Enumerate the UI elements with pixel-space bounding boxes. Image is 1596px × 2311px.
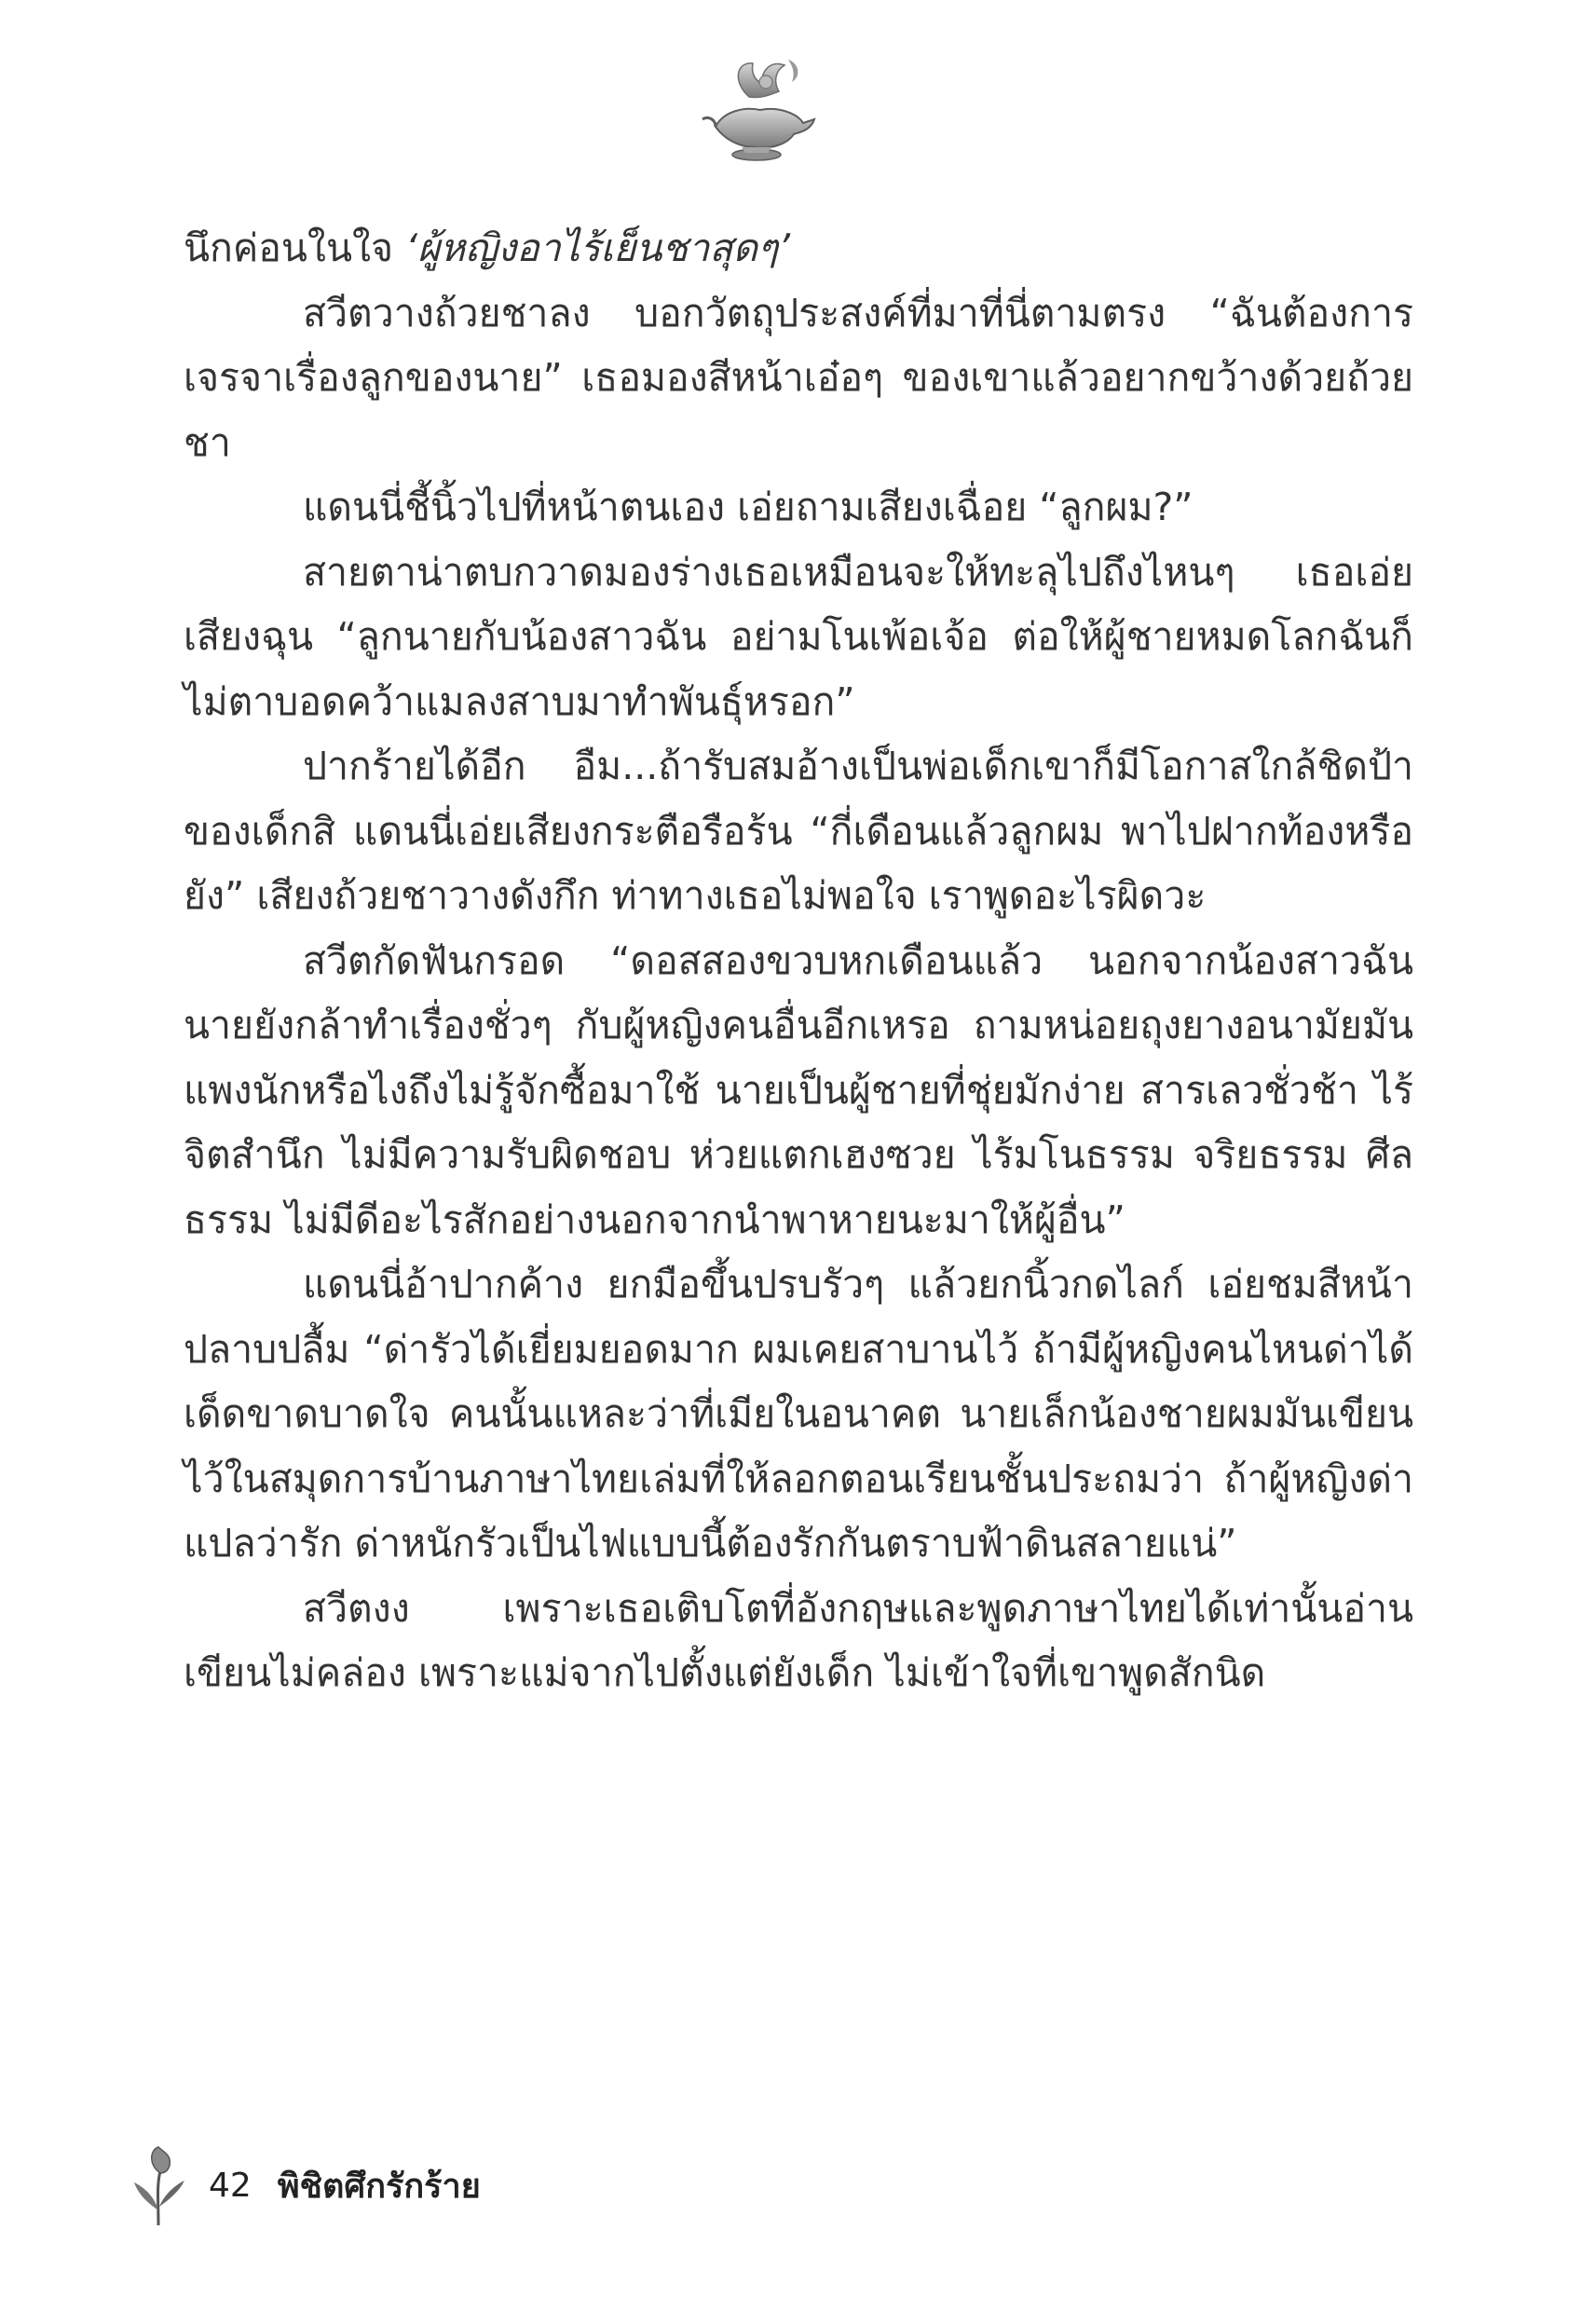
page-number: 42 (209, 2166, 252, 2205)
page-footer (130, 2143, 481, 2227)
cherub-lamp-ornament-icon (695, 54, 820, 166)
body-text (184, 216, 1413, 1706)
lead-paragraph (184, 216, 1413, 281)
lead-text: นึกค่อนในใจ (184, 226, 406, 270)
paragraph: สวีตกัดฟันกรอด “ดอสสองขวบหกเดือนแล้ว นอกจากน้องสาวฉัน นายยังกล้าทำเรื่องชั่วๆ กับผู้หญิงคนอื่นอีกเหรอ ถามหน่อยถุงยางอนามัยมันแพงนักหรือไงถึงไม่รู้จักซื้อมาใช้ นายเป็นผู้ชายที่ชุ่ยมักง่าย สารเลวชั่วช้า ไร้จิตสำนึก ไม่มีความรับผิดชอบ ห่วยแตกเฮงซวย ไร้มโนธรรม จริยธรรม ศีลธรรม ไม่มีดีอะไรสักอย่างนอกจากนำพาหายนะมาให้ผู้อื่น” (184, 937, 1413, 1242)
paragraph: แดนนี่อ้าปากค้าง ยกมือขึ้นปรบรัวๆ แล้วยกนิ้วกดไลก์ เอ่ยชมสีหน้าปลาบปลื้ม “ด่ารัวได้เยี่ยมยอดมาก ผมเคยสาบานไว้ ถ้ามีผู้หญิงคนไหนด่าได้เด็ดขาดบาดใจ คนนั้นแหละว่าที่เมียในอนาคต นายเล็กน้องชายผมมันเขียนไว้ในสมุดการบ้านภาษาไทยเล่มที่ให้ลอกตอนเรียนชั้นประถมว่า ถ้าผู้หญิงด่าแปลว่ารัก ด่าหนักรัวเป็นไฟแบบนี้ต้องรักกันตราบฟ้าดินสลายแน่” (184, 1262, 1413, 1566)
paragraph: แดนนี่ชี้นิ้วไปที่หน้าตนเอง เอ่ยถามเสียงเฉื่อย “ลูกผม?” (303, 485, 1194, 529)
paragraph: สายตาน่าตบกวาดมองร่างเธอเหมือนจะให้ทะลุไปถึงไหนๆ เธอเอ่ยเสียงฉุน “ลูกนายกับน้องสาวฉัน อย่ามโนเพ้อเจ้อ ต่อให้ผู้ชายหมดโลกฉันก็ไม่ตาบอดคว้าแมลงสาบมาทำพันธุ์หรอก” (184, 549, 1413, 724)
tulip-ornament-icon (130, 2145, 188, 2225)
book-title: พิชิตศึกรักร้าย (277, 2167, 481, 2206)
paragraph: สวีตงง เพราะเธอเติบโตที่อังกฤษและพูดภาษาไทยได้เท่านั้นอ่านเขียนไม่คล่อง เพราะแม่จากไปตั้งแต่ยังเด็ก ไม่เข้าใจที่เขาพูดสักนิด (184, 1585, 1413, 1695)
paragraph: สวีตวางถ้วยชาลง บอกวัตถุประสงค์ที่มาที่นี่ตามตรง “ฉันต้องการเจรจาเรื่องลูกของนาย” เธอมองสีหน้าเอ๋อๆ ของเขาแล้วอยากขว้างด้วยถ้วยชา (184, 290, 1413, 465)
paragraph: ปากร้ายได้อีก อืม...ถ้ารับสมอ้างเป็นพ่อเด็กเขาก็มีโอกาสใกล้ชิดป้าของเด็กสิ แดนนี่เอ่ยเสียงกระตือรือร้น “กี่เดือนแล้วลูกผม พาไปฝากท้องหรือยัง” เสียงถ้วยชาวางดังกึก ท่าทางเธอไม่พอใจ เราพูดอะไรผิดวะ (184, 744, 1413, 918)
lead-thought-italic: ‘ผู้หญิงอาไร้เย็นชาสุดๆ’ (405, 226, 791, 270)
